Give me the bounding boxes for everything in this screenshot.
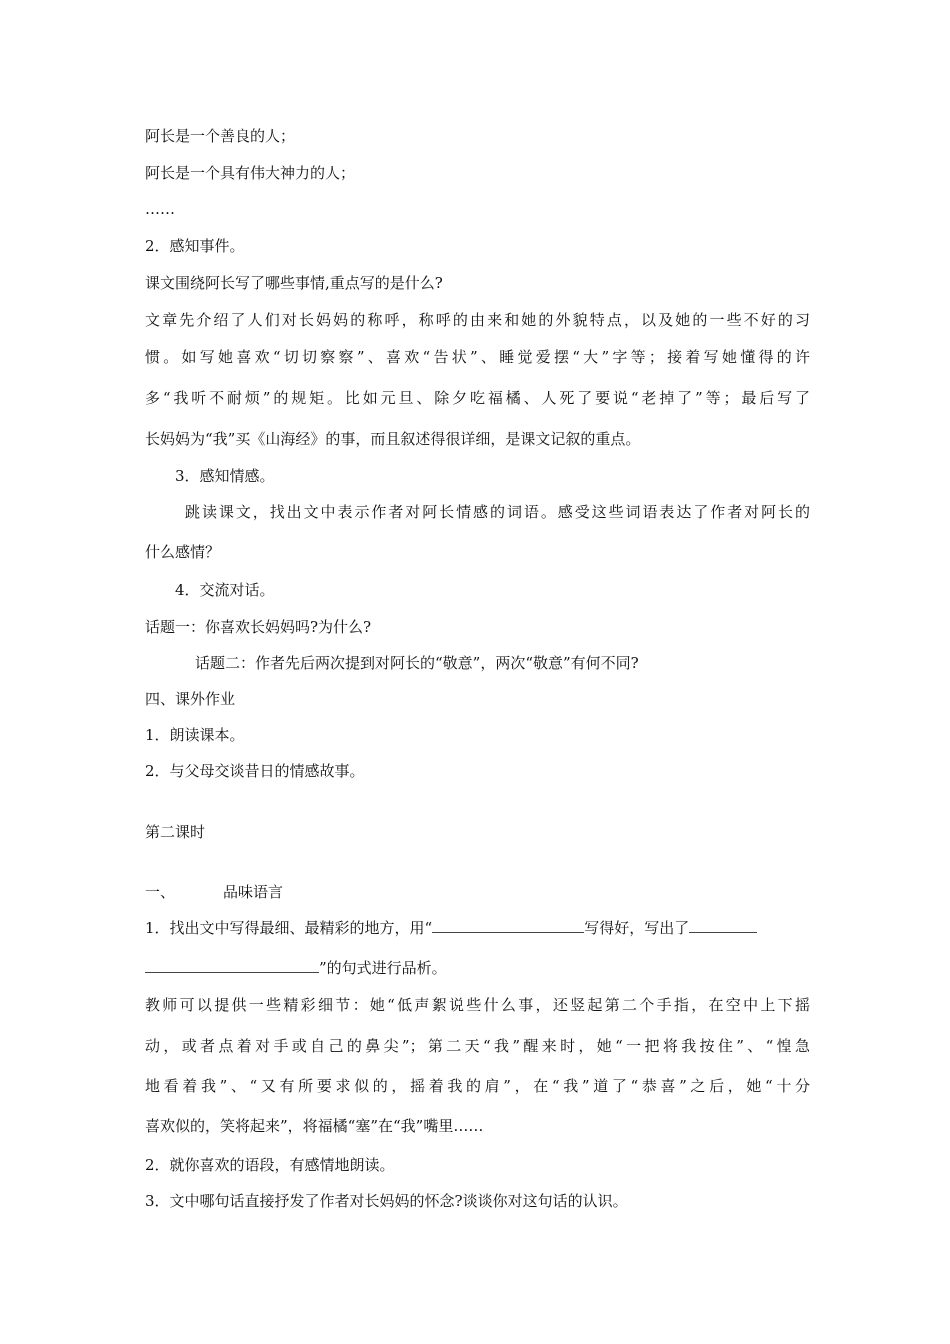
list-item: 3．文中哪句话直接抒发了作者对长妈妈的怀念?谈谈你对这句话的认识。 xyxy=(145,1192,628,1210)
paragraph-line: 惯。如写她喜欢“切切察察”、喜欢“告状”、睡觉爱摆“大”字等；接着写她懂得的许 xyxy=(145,348,810,366)
prompt-text: 写得好，写出了 xyxy=(584,919,690,937)
lesson-title: 第二课时 xyxy=(145,823,206,841)
paragraph-line: 动，或者点着对手或自己的鼻尖”；第二天“我”醒来时，她“一把将我按住”、“惶急 xyxy=(145,1037,810,1055)
fill-in-line xyxy=(145,958,810,978)
section-title: 品味语言 xyxy=(223,883,284,901)
blank-field[interactable] xyxy=(145,958,319,973)
paragraph-line: 跳读课文，找出文中表示作者对阿长情感的词语。感受这些词语表达了作者对阿长的 xyxy=(185,503,810,521)
prompt-text: 1．找出文中写得最细、最精彩的地方，用“ xyxy=(145,919,433,937)
topic-line: 话题一：你喜欢长妈妈吗?为什么? xyxy=(145,618,372,636)
prompt-text: ”的句式进行品析。 xyxy=(319,959,447,977)
fill-in-line xyxy=(145,918,810,938)
section-heading: 四、课外作业 xyxy=(145,690,236,708)
paragraph-line: 喜欢似的，笑将起来”，将福橘“塞”在“我”嘴里…… xyxy=(145,1117,484,1135)
list-item: 1．朗读课本。 xyxy=(145,726,245,744)
question-line: 课文围绕阿长写了哪些事情,重点写的是什么? xyxy=(145,274,443,292)
section-number: 一、 xyxy=(145,883,176,901)
paragraph-line: 长妈妈为“我”买《山海经》的事，而且叙述得很详细，是课文记叙的重点。 xyxy=(145,430,641,448)
list-item: 2．与父母交谈昔日的情感故事。 xyxy=(145,762,365,780)
list-item: 2．就你喜欢的语段，有感情地朗读。 xyxy=(145,1156,395,1174)
text-line: 阿长是一个善良的人； xyxy=(145,127,296,145)
paragraph-line: 教师可以提供一些精彩细节：她“低声絮说些什么事，还竖起第二个手指，在空中上下摇 xyxy=(145,996,810,1014)
paragraph-line: 地看着我”、“又有所要求似的，摇着我的肩”，在“我”道了“恭喜”之后，她“十分 xyxy=(145,1077,810,1095)
paragraph-line: 文章先介绍了人们对长妈妈的称呼，称呼的由来和她的外貌特点，以及她的一些不好的习 xyxy=(145,311,810,329)
ellipsis-line: …… xyxy=(145,200,175,218)
blank-field[interactable] xyxy=(432,918,584,933)
section-heading: 2．感知事件。 xyxy=(145,237,245,255)
paragraph-line: 什么感情？ xyxy=(145,543,221,561)
blank-field[interactable] xyxy=(689,918,757,933)
section-heading: 4．交流对话。 xyxy=(175,581,275,599)
paragraph-line: 多“我听不耐烦”的规矩。比如元旦、除夕吃福橘、人死了要说“老掉了”等；最后写了 xyxy=(145,389,810,407)
section-heading: 3．感知情感。 xyxy=(175,467,275,485)
text-line: 阿长是一个具有伟大神力的人； xyxy=(145,164,356,182)
topic-line: 话题二：作者先后两次提到对阿长的“敬意”，两次“敬意”有何不同? xyxy=(195,654,639,672)
section-heading xyxy=(145,882,810,902)
